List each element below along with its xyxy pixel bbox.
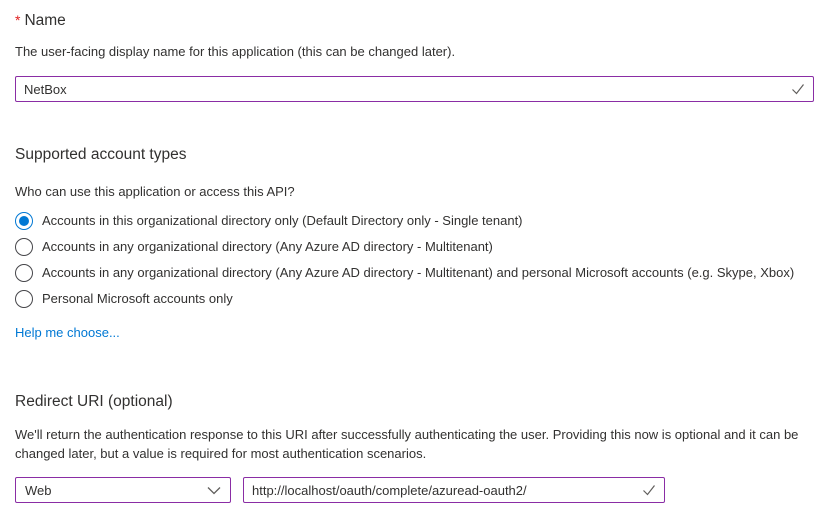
radio-button[interactable] bbox=[15, 290, 33, 308]
redirect-uri-input[interactable] bbox=[243, 477, 665, 503]
platform-select-value: Web bbox=[25, 482, 52, 498]
radio-option-personal-only[interactable] bbox=[15, 290, 814, 308]
redirect-uri-description: We'll return the authentication response to this URI after successfully authenticating the user. Providing this now is optional and it can be changed later, but a value is required for most authentication scenarios. bbox=[15, 427, 799, 461]
name-input-wrap bbox=[15, 76, 814, 102]
redirect-uri-title: Redirect URI (optional) bbox=[15, 393, 173, 410]
redirect-uri-section bbox=[15, 392, 814, 503]
platform-select[interactable] bbox=[15, 477, 231, 503]
required-marker: * bbox=[15, 12, 21, 28]
redirect-uri-row bbox=[15, 477, 814, 503]
chevron-down-icon bbox=[207, 486, 221, 495]
radio-option-label: Accounts in any organizational directory (Any Azure AD directory - Multitenant) bbox=[42, 239, 493, 254]
radio-button[interactable] bbox=[15, 264, 33, 282]
radio-option-multitenant-personal[interactable] bbox=[15, 264, 814, 282]
help-me-choose-link[interactable]: Help me choose... bbox=[15, 325, 120, 340]
name-hint: The user-facing display name for this application (this can be changed later). bbox=[15, 44, 456, 59]
name-input[interactable] bbox=[15, 76, 814, 102]
radio-option-label: Accounts in any organizational directory (Any Azure AD directory - Multitenant) and personal Microsoft accounts (e.g. Skype, Xbox) bbox=[42, 265, 795, 280]
account-types-title: Supported account types bbox=[15, 146, 187, 163]
name-title-text: Name bbox=[24, 12, 66, 29]
account-types-section bbox=[15, 145, 814, 342]
radio-button[interactable] bbox=[15, 238, 33, 256]
account-types-radio-group bbox=[15, 212, 814, 308]
radio-option-multitenant[interactable] bbox=[15, 238, 814, 256]
radio-option-label: Personal Microsoft accounts only bbox=[42, 291, 233, 306]
uri-input-wrap bbox=[243, 477, 665, 503]
name-section-title bbox=[15, 11, 814, 30]
account-types-question: Who can use this application or access this API? bbox=[15, 184, 295, 199]
radio-option-single-tenant[interactable] bbox=[15, 212, 814, 230]
radio-option-label: Accounts in this organizational directory only (Default Directory only - Single tenant) bbox=[42, 213, 523, 228]
radio-button[interactable] bbox=[15, 212, 33, 230]
